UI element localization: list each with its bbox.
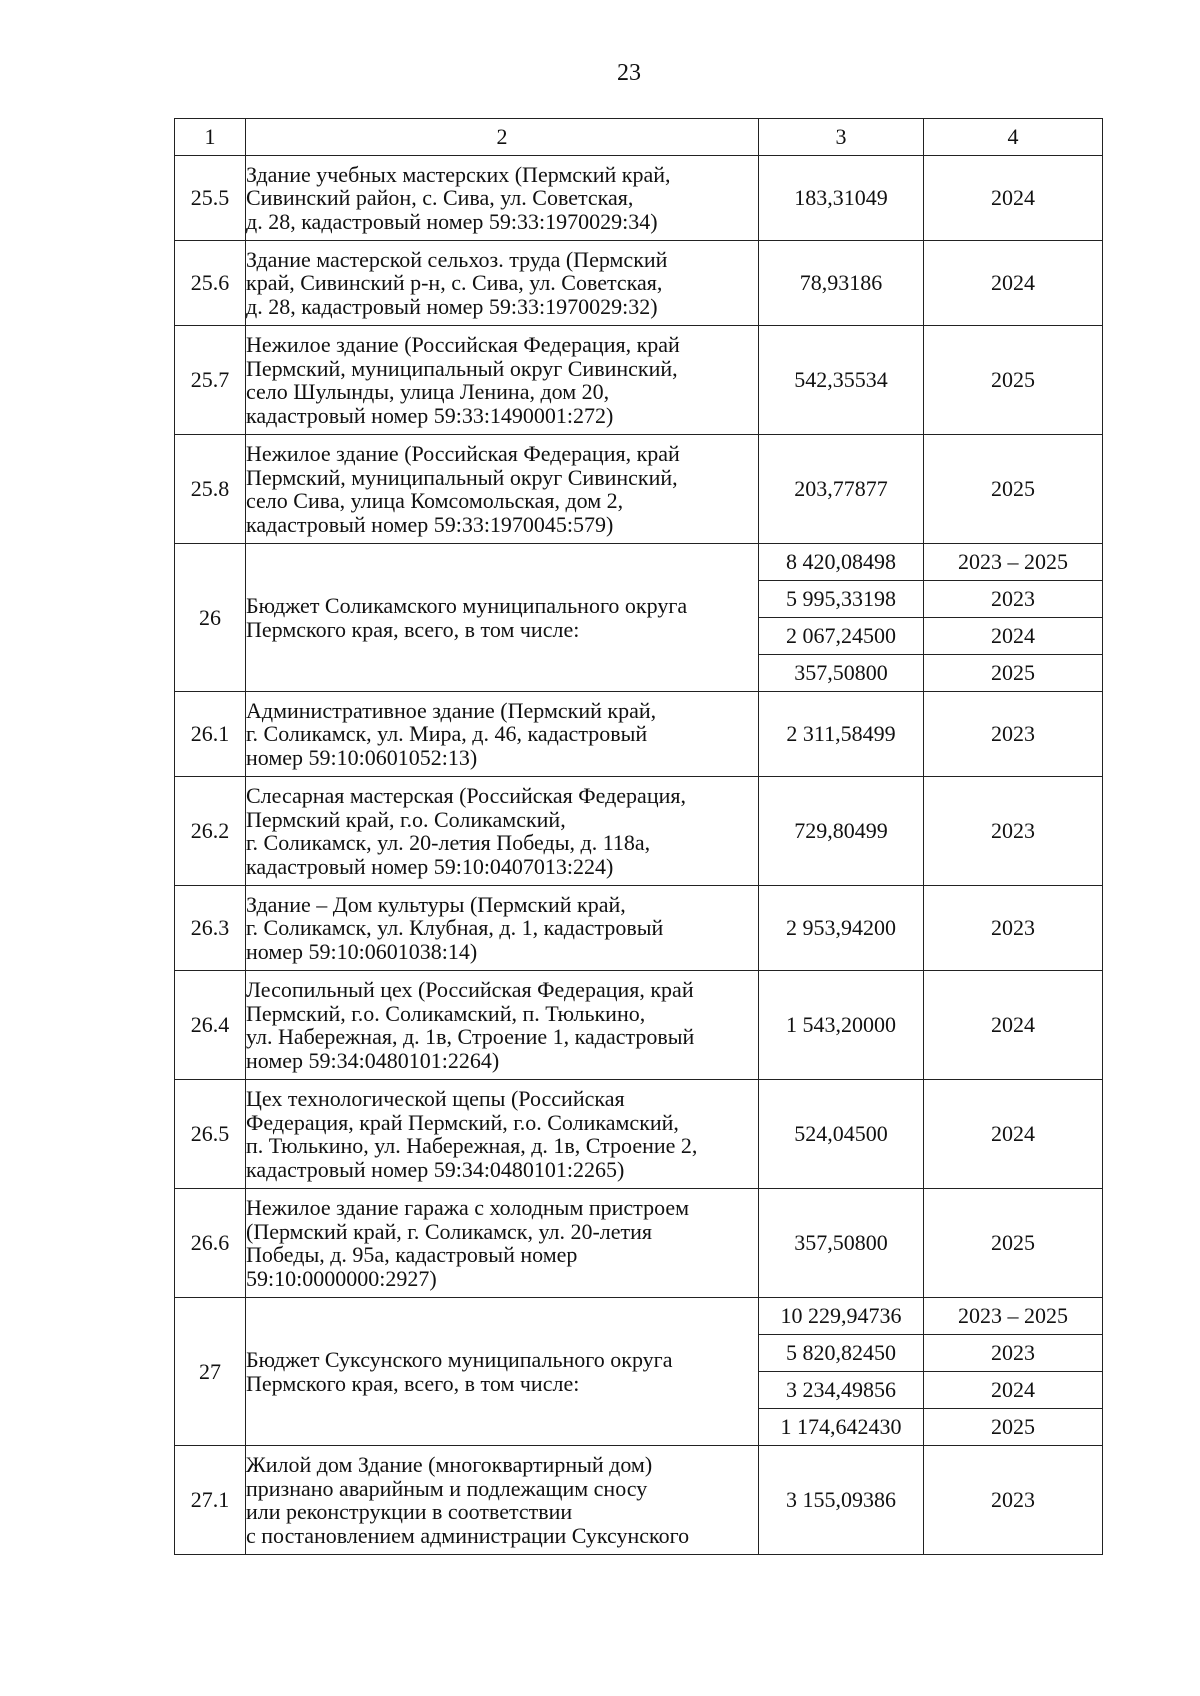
- row-year: 2023: [924, 581, 1103, 618]
- row-number: 25.7: [175, 326, 246, 435]
- column-header-2: 2: [246, 119, 759, 156]
- page-number: 23: [617, 60, 641, 86]
- row-description: Нежилое здание (Российская Федерация, край Пермский, муниципальный округ Сивинский, село Шулынды, улица Ленина, дом 20, кадастровый номер 59:33:1490001:272): [246, 326, 759, 435]
- row-description: Слесарная мастерская (Российская Федерация, Пермский край, г.о. Соликамский, г. Соликамск, ул. 20-летия Победы, д. 118а, кадастровый номер 59:10:0407013:224): [246, 777, 759, 886]
- row-amount: 5 995,33198: [759, 581, 924, 618]
- row-amount: 78,93186: [759, 241, 924, 326]
- row-description: Бюджет Соликамского муниципального округа Пермского края, всего, в том числе:: [246, 544, 759, 692]
- column-header-4: 4: [924, 119, 1103, 156]
- row-amount: 3 155,09386: [759, 1446, 924, 1555]
- row-amount: 3 234,49856: [759, 1372, 924, 1409]
- row-year: 2024: [924, 241, 1103, 326]
- row-amount: 203,77877: [759, 435, 924, 544]
- row-amount: 1 174,642430: [759, 1409, 924, 1446]
- row-number: 26.5: [175, 1080, 246, 1189]
- row-amount: 8 420,08498: [759, 544, 924, 581]
- column-header-3: 3: [759, 119, 924, 156]
- row-number: 26.6: [175, 1189, 246, 1298]
- row-number: 25.8: [175, 435, 246, 544]
- row-description: Цех технологической щепы (Российская Федерация, край Пермский, г.о. Соликамский, п. Тюлькино, ул. Набережная, д. 1в, Строение 2, кадастровый номер 59:34:0480101:2265): [246, 1080, 759, 1189]
- row-description: Нежилое здание гаража с холодным пристроем (Пермский край, г. Соликамск, ул. 20-летия Победы, д. 95а, кадастровый номер 59:10:0000000:2927): [246, 1189, 759, 1298]
- row-year: 2023: [924, 886, 1103, 971]
- row-amount: 357,50800: [759, 655, 924, 692]
- row-year: 2023: [924, 1446, 1103, 1555]
- row-amount: 542,35534: [759, 326, 924, 435]
- table-row: [175, 156, 1103, 241]
- row-number: 25.5: [175, 156, 246, 241]
- row-amount: 5 820,82450: [759, 1335, 924, 1372]
- row-amount: 1 543,20000: [759, 971, 924, 1080]
- row-year: 2025: [924, 435, 1103, 544]
- table-row: [175, 1189, 1103, 1298]
- row-year: 2024: [924, 1080, 1103, 1189]
- row-year: 2023: [924, 777, 1103, 886]
- row-number: 26: [175, 544, 246, 692]
- row-amount: 183,31049: [759, 156, 924, 241]
- row-description: Административное здание (Пермский край, г. Соликамск, ул. Мира, д. 46, кадастровый номер 59:10:0601052:13): [246, 692, 759, 777]
- row-description: Бюджет Суксунского муниципального округа Пермского края, всего, в том числе:: [246, 1298, 759, 1446]
- row-year: 2025: [924, 655, 1103, 692]
- row-amount: 2 953,94200: [759, 886, 924, 971]
- table-row: [175, 886, 1103, 971]
- row-year: 2023: [924, 1335, 1103, 1372]
- row-amount: 2 067,24500: [759, 618, 924, 655]
- row-number: 26.2: [175, 777, 246, 886]
- property-table: [174, 118, 1103, 1555]
- row-year: 2024: [924, 971, 1103, 1080]
- row-year: 2024: [924, 156, 1103, 241]
- row-year: 2024: [924, 1372, 1103, 1409]
- table-row: [175, 1446, 1103, 1555]
- table-row: [175, 777, 1103, 886]
- table-row: [175, 1080, 1103, 1189]
- row-year: 2025: [924, 326, 1103, 435]
- row-amount: 524,04500: [759, 1080, 924, 1189]
- table-row: [175, 435, 1103, 544]
- row-year: 2025: [924, 1189, 1103, 1298]
- row-year: 2023 – 2025: [924, 1298, 1103, 1335]
- row-description: Лесопильный цех (Российская Федерация, край Пермский, г.о. Соликамский, п. Тюлькино, ул. Набережная, д. 1в, Строение 1, кадастровый номер 59:34:0480101:2264): [246, 971, 759, 1080]
- row-amount: 357,50800: [759, 1189, 924, 1298]
- column-header-1: 1: [175, 119, 246, 156]
- table-row: [175, 241, 1103, 326]
- row-description: Жилой дом Здание (многоквартирный дом) признано аварийным и подлежащим сносу или реконструкции в соответствии с постановлением администрации Суксунского: [246, 1446, 759, 1555]
- row-number: 27: [175, 1298, 246, 1446]
- table-row: [175, 971, 1103, 1080]
- table-header-row: [175, 119, 1103, 156]
- budget-row-27: [175, 1298, 1103, 1335]
- row-amount: 10 229,94736: [759, 1298, 924, 1335]
- row-amount: 729,80499: [759, 777, 924, 886]
- budget-row-26: [175, 544, 1103, 581]
- row-year: 2023: [924, 692, 1103, 777]
- row-description: Здание мастерской сельхоз. труда (Пермский край, Сивинский р-н, с. Сива, ул. Советская, д. 28, кадастровый номер 59:33:1970029:32): [246, 241, 759, 326]
- table-row: [175, 326, 1103, 435]
- row-description: Здание учебных мастерских (Пермский край, Сивинский район, с. Сива, ул. Советская, д. 28, кадастровый номер 59:33:1970029:34): [246, 156, 759, 241]
- row-year: 2023 – 2025: [924, 544, 1103, 581]
- row-number: 26.3: [175, 886, 246, 971]
- row-description: Здание – Дом культуры (Пермский край, г. Соликамск, ул. Клубная, д. 1, кадастровый номер 59:10:0601038:14): [246, 886, 759, 971]
- row-number: 27.1: [175, 1446, 246, 1555]
- row-number: 26.1: [175, 692, 246, 777]
- row-number: 26.4: [175, 971, 246, 1080]
- row-amount: 2 311,58499: [759, 692, 924, 777]
- row-description: Нежилое здание (Российская Федерация, край Пермский, муниципальный округ Сивинский, село Сива, улица Комсомольская, дом 2, кадастровый номер 59:33:1970045:579): [246, 435, 759, 544]
- row-year: 2025: [924, 1409, 1103, 1446]
- row-year: 2024: [924, 618, 1103, 655]
- table-row: [175, 692, 1103, 777]
- row-number: 25.6: [175, 241, 246, 326]
